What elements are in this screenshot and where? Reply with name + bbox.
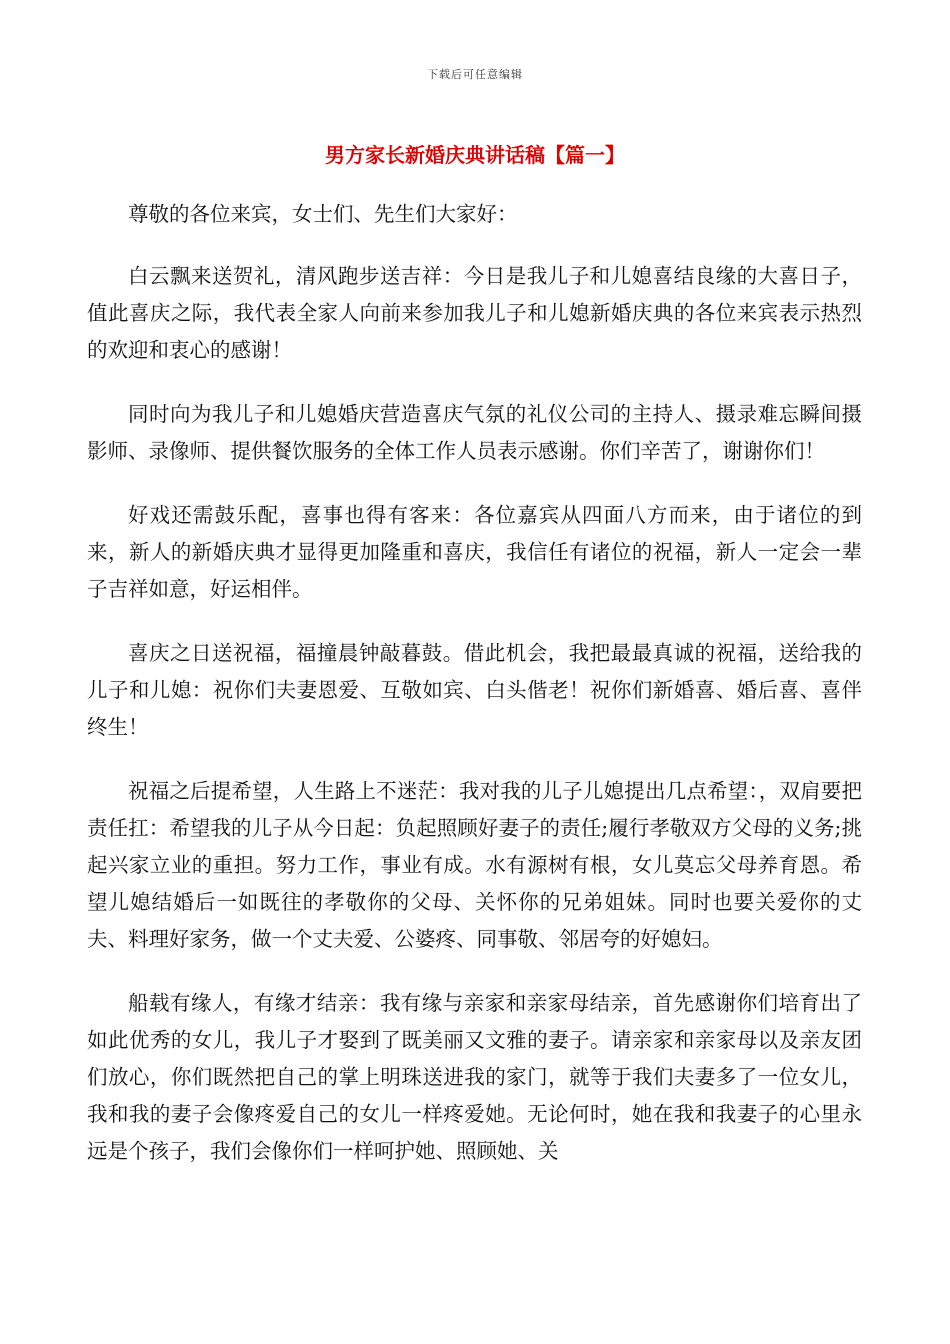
paragraph: 白云飘来送贺礼，清风跑步送吉祥：今日是我儿子和儿媳喜结良缘的大喜日子，值此喜庆之际，我代表全家人向前来参加我儿子和儿媳新婚庆典的各位来宾表示热烈的欢迎和衷心的感谢！	[87, 264, 862, 362]
greeting-paragraph: 尊敬的各位来宾，女士们、先生们大家好：	[128, 202, 518, 226]
paragraph: 祝福之后提希望，人生路上不迷茫：我对我的儿子儿媳提出几点希望：，双肩要把责任扛：希望我的儿子从今日起：负起照顾好妻子的责任;履行孝敬双方父母的义务;挑起兴家立业的重担。努力工作，事业有成。水有源树有根，女儿莫忘父母养育恩。希望儿媳结婚后一如既往的孝敬你的父母、关怀你的兄弟姐妹。同时也要关爱你的丈夫、料理好家务，做一个丈夫爱、公婆疼、同事敬、邻居夸的好媳妇。	[87, 779, 862, 951]
paragraph: 喜庆之日送祝福，福撞晨钟敲暮鼓。借此机会，我把最最真诚的祝福，送给我的儿子和儿媳：祝你们夫妻恩爱、互敬如宾、白头偕老！祝你们新婚喜、婚后喜、喜伴终生！	[87, 641, 862, 739]
paragraph: 同时向为我儿子和儿媳婚庆营造喜庆气氛的礼仪公司的主持人、摄录难忘瞬间摄影师、录像师、提供餐饮服务的全体工作人员表示感谢。你们辛苦了，谢谢你们！	[87, 402, 862, 463]
paragraph: 好戏还需鼓乐配，喜事也得有客来：各位嘉宾从四面八方而来，由于诸位的到来，新人的新婚庆典才显得更加隆重和喜庆，我信任有诸位的祝福，新人一定会一辈子吉祥如意，好运相伴。	[87, 503, 862, 601]
page-title: 男方家长新婚庆典讲话稿【篇一】	[325, 143, 625, 167]
paragraph: 船载有缘人，有缘才结亲：我有缘与亲家和亲家母结亲，首先感谢你们培育出了如此优秀的女儿，我儿子才娶到了既美丽又文雅的妻子。请亲家和亲家母以及亲友团们放心，你们既然把自己的掌上明珠送进我的家门，就等于我们夫妻多了一位女儿，我和我的妻子会像疼爱自己的女儿一样疼爱她。无论何时，她在我和我妻子的心里永远是个孩子，我们会像你们一样呵护她、照顾她、关	[87, 991, 862, 1163]
document-body	[87, 196, 862, 1197]
header-note: 下载后可任意编辑	[427, 68, 523, 81]
